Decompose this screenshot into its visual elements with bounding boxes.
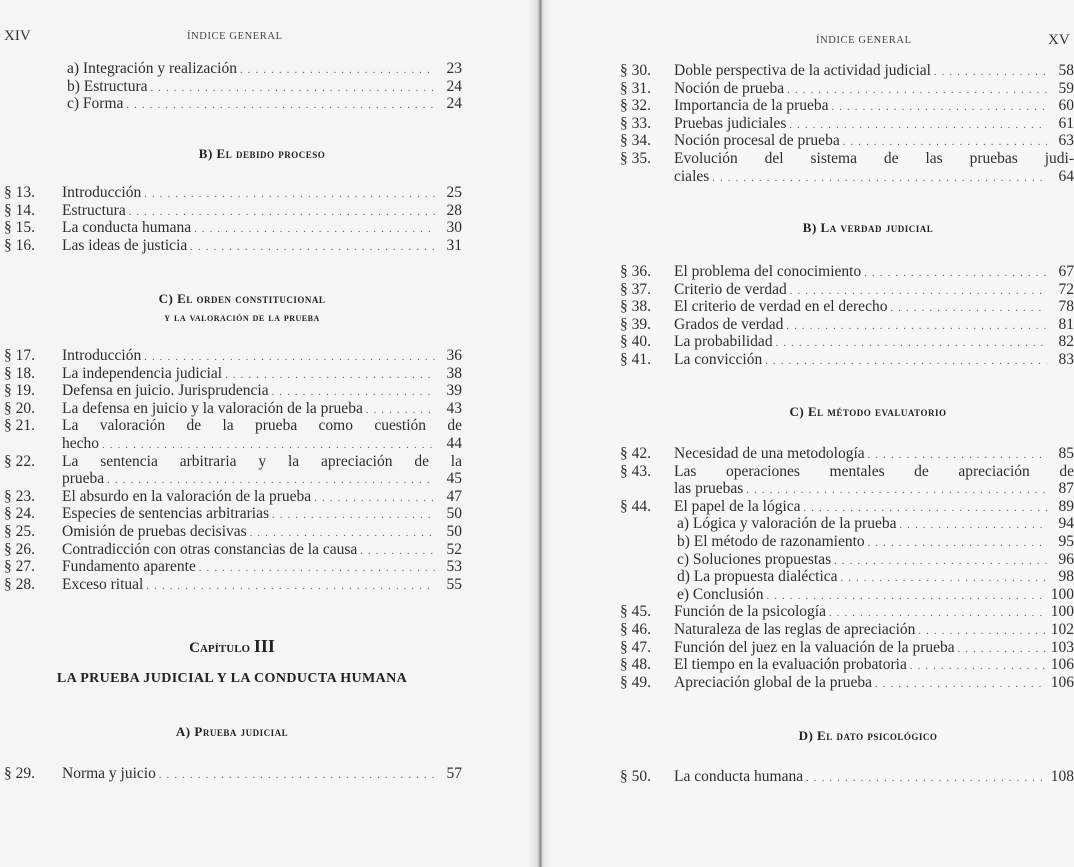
heading-text: La verdad judicial — [820, 220, 934, 235]
section-number: § 24. — [4, 505, 35, 523]
page-number: 94 — [1058, 515, 1074, 533]
page-number: 24 — [446, 77, 462, 95]
page-number: 59 — [1058, 79, 1074, 97]
leader-dots — [712, 170, 1047, 187]
section-number: § 39. — [620, 315, 651, 333]
toc-entry — [620, 603, 1074, 622]
page-number: 85 — [1058, 445, 1074, 462]
page-number: 28 — [446, 201, 462, 219]
page-folio: XV — [1048, 32, 1070, 48]
section-number: § 21. — [4, 417, 35, 435]
section-heading-c — [666, 404, 1070, 420]
entry-title: La conducta humana — [674, 768, 804, 785]
entry-title: Pruebas judiciales — [674, 114, 787, 132]
leader-dots — [366, 402, 435, 419]
leader-dots — [806, 770, 1047, 787]
page-number: 89 — [1058, 497, 1074, 515]
leader-dots — [875, 676, 1047, 693]
section-number: § 34. — [620, 132, 651, 150]
page-number: 83 — [1058, 351, 1074, 368]
section-number: § 29. — [4, 765, 35, 782]
page-number: 96 — [1058, 550, 1074, 568]
toc-entry — [67, 78, 462, 97]
entry-title: b) Estructura — [67, 77, 148, 95]
entry-title: Apreciación global de la prueba — [674, 673, 872, 691]
leader-dots — [159, 767, 435, 784]
section-number: § 27. — [4, 558, 35, 576]
section-number: § 32. — [620, 97, 651, 115]
heading-text: El debido proceso — [216, 146, 326, 161]
toc-entry — [4, 236, 462, 256]
leader-dots — [958, 641, 1047, 658]
toc-entry — [67, 95, 462, 114]
entry-title: El absurdo en la valoración de la prueba — [62, 487, 312, 505]
leader-dots — [194, 221, 435, 238]
leader-dots — [899, 517, 1047, 534]
leader-dots — [240, 62, 435, 79]
toc-entry — [674, 168, 1074, 187]
leader-dots — [868, 535, 1047, 552]
page-number: 100 — [1050, 603, 1074, 621]
section-number: § 38. — [620, 298, 651, 316]
page-number: 38 — [446, 364, 462, 382]
leader-dots — [250, 525, 435, 542]
entry-title: d) La propuesta dialéctica — [677, 568, 838, 586]
section-number: § 19. — [4, 382, 35, 400]
toc-entry — [4, 505, 462, 524]
section-number: § 22. — [4, 452, 35, 470]
entry-title: Fundamento aparente — [62, 558, 196, 576]
page-number: 44 — [446, 435, 462, 452]
toc-entry — [4, 382, 462, 401]
entry-title-line1: La sentencia arbitraria y la apreciación de la — [62, 452, 462, 470]
chapter-numeral: III — [253, 636, 275, 656]
toc-entry — [620, 656, 1074, 675]
section-number: § 25. — [4, 523, 35, 540]
toc-entry — [4, 523, 462, 542]
section-number: § 45. — [620, 603, 651, 621]
chapter-label — [30, 636, 434, 657]
leader-dots — [790, 283, 1047, 300]
leader-dots — [190, 239, 435, 256]
leader-dots — [804, 500, 1047, 517]
section-number: § 18. — [4, 364, 35, 382]
toc-entry — [4, 364, 462, 384]
leader-dots — [787, 82, 1047, 99]
section-heading-c-line2 — [40, 310, 444, 325]
leader-dots — [102, 437, 435, 454]
leader-dots — [934, 64, 1047, 81]
entry-title-line1: La valoración de la prueba como cuestión de — [62, 417, 462, 435]
entry-title: La convicción — [674, 351, 763, 368]
entry-title: La independencia judicial — [62, 364, 223, 382]
section-number: § 30. — [620, 62, 651, 79]
page-number: 45 — [446, 470, 462, 488]
toc-entry — [620, 768, 1074, 787]
leader-dots — [829, 605, 1047, 622]
section-number: § 26. — [4, 540, 35, 558]
page-number: 103 — [1050, 638, 1074, 656]
entry-title: e) Conclusión — [677, 585, 764, 603]
page-number: 53 — [446, 558, 462, 576]
page-number: 98 — [1058, 568, 1074, 586]
heading-letter: A) — [175, 724, 191, 739]
toc-entry — [620, 263, 1074, 282]
entry-title: Necesidad de una metodología — [674, 445, 865, 462]
entry-title: El criterio de verdad en el derecho — [674, 298, 888, 316]
leader-dots — [890, 300, 1047, 317]
toc-entry — [4, 219, 462, 238]
section-number: § 37. — [620, 280, 651, 298]
page-number: 57 — [446, 765, 462, 782]
entry-title-line1: Las operaciones mentales de apreciación de — [674, 462, 1074, 480]
leader-dots — [272, 384, 435, 401]
entry-title: c) Forma — [67, 95, 124, 113]
entry-title: Las ideas de justicia — [62, 236, 188, 254]
leader-dots — [786, 318, 1047, 335]
leader-dots — [789, 117, 1047, 134]
page-number: 82 — [1058, 333, 1074, 351]
right-page — [540, 0, 1074, 867]
toc-entry — [677, 586, 1074, 605]
entry-title: Introducción — [62, 347, 142, 364]
leader-dots — [225, 367, 435, 384]
heading-letter: B) — [198, 146, 213, 161]
leader-dots — [765, 353, 1047, 370]
entry-title: La probabilidad — [674, 333, 773, 351]
section-number: § 17. — [4, 347, 35, 364]
chapter-word: Capítulo — [189, 640, 251, 656]
entry-title: Contradicción con otras constancias de la causa — [62, 540, 358, 558]
running-head: ÍNDICE GENERAL — [816, 35, 912, 46]
heading-letter: C) — [789, 404, 805, 419]
entry-title: Criterio de verdad — [674, 280, 787, 298]
section-number: § 15. — [4, 219, 35, 237]
entry-title: Defensa en juicio. Jurisprudencia — [62, 382, 269, 400]
leader-dots — [843, 134, 1047, 151]
entry-title-line1: Evolución del sistema de las pruebas judi- — [674, 150, 1074, 167]
leader-dots — [832, 99, 1048, 116]
entry-title: Introducción — [62, 184, 142, 201]
toc-entry — [620, 497, 1074, 517]
toc-entry — [620, 315, 1074, 335]
entry-title: Especies de sentencias arbitrarias — [62, 505, 270, 523]
page-number: 43 — [446, 399, 462, 417]
toc-entry — [4, 487, 462, 507]
page-number: 72 — [1058, 280, 1074, 298]
page-number: 24 — [446, 95, 462, 113]
leader-dots — [834, 553, 1047, 570]
page-number: 108 — [1050, 768, 1074, 785]
toc-entry — [67, 60, 462, 79]
section-heading-b — [60, 146, 464, 162]
leader-dots — [150, 80, 435, 97]
toc-entry — [620, 445, 1074, 464]
toc-entry — [620, 114, 1074, 134]
toc-entry — [620, 62, 1074, 81]
section-number: § 44. — [620, 497, 651, 515]
section-number: § 43. — [620, 462, 651, 480]
page-number: 58 — [1058, 62, 1074, 79]
section-number: § 31. — [620, 79, 651, 97]
page-number: 50 — [446, 523, 462, 540]
leader-dots — [129, 204, 435, 221]
toc-entry — [4, 201, 462, 221]
page-number: 95 — [1058, 533, 1074, 550]
page-number: 60 — [1058, 97, 1074, 115]
toc-entry — [620, 97, 1074, 116]
entry-title: El tiempo en la evaluación probatoria — [674, 656, 907, 674]
toc-entry — [4, 399, 462, 419]
entry-title: Importancia de la prueba — [674, 97, 829, 115]
book-gutter — [528, 0, 552, 867]
section-number: § 16. — [4, 236, 35, 254]
toc-entry — [4, 184, 462, 203]
leader-dots — [107, 472, 435, 489]
section-number: § 40. — [620, 333, 651, 351]
entry-title: ciales — [674, 167, 710, 185]
page-number: 63 — [1058, 132, 1074, 150]
entry-title: El papel de la lógica — [674, 497, 801, 515]
heading-text: El orden constitucional — [177, 291, 326, 306]
page-number: 87 — [1058, 480, 1074, 498]
entry-title: Omisión de pruebas decisivas — [62, 523, 247, 540]
page-number: 100 — [1050, 585, 1074, 603]
leader-dots — [314, 490, 435, 507]
toc-entry — [620, 333, 1074, 352]
page-number: 30 — [446, 219, 462, 237]
page-number: 55 — [446, 575, 462, 593]
section-number: § 36. — [620, 263, 651, 280]
page-number: 23 — [446, 60, 462, 77]
section-number: § 50. — [620, 768, 651, 785]
entry-title: El problema del conocimiento — [674, 263, 862, 280]
leader-dots — [146, 578, 435, 595]
toc-entry — [620, 638, 1074, 658]
toc-entry — [677, 515, 1074, 534]
entry-title: hecho — [62, 435, 100, 452]
entry-title: Naturaleza de las reglas de apreciación — [674, 621, 916, 638]
entry-title: Grados de verdad — [674, 315, 784, 333]
leader-dots — [144, 349, 435, 366]
leader-dots — [272, 507, 435, 524]
leader-dots — [767, 588, 1047, 605]
heading-text: El método evaluatorio — [807, 404, 947, 419]
toc-entry — [620, 621, 1074, 640]
section-number: § 42. — [620, 445, 651, 462]
section-number: § 28. — [4, 575, 35, 593]
page-number: 64 — [1058, 167, 1074, 185]
toc-entry — [677, 533, 1074, 552]
section-number: § 23. — [4, 487, 35, 505]
entry-title: c) Soluciones propuestas — [677, 550, 832, 568]
section-heading-c — [40, 291, 444, 307]
toc-entry — [4, 540, 462, 560]
page-number: 25 — [446, 184, 462, 201]
section-heading-b — [666, 220, 1070, 236]
section-number: § 46. — [620, 621, 651, 638]
toc-entry — [4, 347, 462, 366]
section-number: § 13. — [4, 184, 35, 201]
entry-title: b) El método de razonamiento — [677, 533, 865, 550]
entry-title: Norma y juicio — [62, 765, 156, 782]
leader-dots — [868, 447, 1047, 464]
toc-entry — [4, 575, 462, 595]
entry-title: Función de la psicología — [674, 603, 826, 621]
running-head: ÍNDICE GENERAL — [187, 31, 283, 42]
entry-title: Doble perspectiva de la actividad judicial — [674, 62, 931, 79]
section-number: § 20. — [4, 399, 35, 417]
entry-title: a) Integración y realización — [67, 60, 237, 77]
toc-entry — [62, 435, 462, 454]
entry-title: La defensa en juicio y la valoración de la prueba — [62, 399, 363, 417]
page-number: 78 — [1058, 298, 1074, 316]
toc-entry — [677, 551, 1074, 570]
toc-entry — [620, 280, 1074, 300]
section-heading-d — [666, 728, 1070, 744]
section-number: § 47. — [620, 638, 651, 656]
section-number: § 35. — [620, 150, 651, 167]
toc-entry — [620, 79, 1074, 99]
toc-entry — [620, 298, 1074, 317]
entry-title: Estructura — [62, 201, 126, 219]
leader-dots — [910, 658, 1047, 675]
section-number: § 49. — [620, 673, 651, 691]
page-number: 81 — [1058, 315, 1074, 333]
leader-dots — [918, 623, 1047, 640]
section-number: § 48. — [620, 656, 651, 674]
heading-letter: C) — [158, 291, 174, 306]
toc-entry — [4, 558, 462, 577]
page-number: 47 — [446, 487, 462, 505]
toc-entry — [674, 480, 1074, 499]
heading-text: Prueba judicial — [194, 724, 289, 739]
entry-title: La conducta humana — [62, 219, 192, 237]
entry-title: a) Lógica y valoración de la prueba — [677, 515, 897, 533]
chapter-title: LA PRUEBA JUDICIAL Y LA CONDUCTA HUMANA — [56, 671, 408, 686]
page-number: 52 — [446, 540, 462, 558]
entry-title: prueba — [62, 470, 105, 488]
leader-dots — [360, 543, 435, 560]
page-number: 36 — [446, 347, 462, 364]
entry-title: Función del juez en la valuación de la prueba — [674, 638, 955, 656]
page-number: 106 — [1050, 673, 1074, 691]
toc-entry — [620, 673, 1074, 693]
entry-title: Exceso ritual — [62, 575, 144, 593]
page-number: 102 — [1050, 621, 1074, 638]
toc-entry — [62, 470, 462, 489]
page-number: 61 — [1058, 114, 1074, 132]
leader-dots — [776, 335, 1047, 352]
toc-entry — [677, 568, 1074, 587]
heading-text: y la valoración de la prueba — [164, 310, 320, 324]
heading-letter: B) — [802, 220, 817, 235]
leader-dots — [126, 97, 435, 114]
page-number: 106 — [1050, 656, 1074, 674]
entry-title: Noción procesal de prueba — [674, 132, 840, 150]
toc-entry — [4, 765, 462, 784]
page-number: 50 — [446, 505, 462, 523]
entry-title: Noción de prueba — [674, 79, 785, 97]
leader-dots — [841, 570, 1047, 587]
leader-dots — [144, 186, 435, 203]
toc-entry — [620, 132, 1074, 151]
leader-dots — [864, 265, 1047, 282]
heading-text: El dato psicológico — [817, 728, 938, 743]
heading-letter: D) — [798, 728, 814, 743]
entry-title: las pruebas — [674, 480, 744, 498]
page-folio: XIV — [4, 28, 31, 44]
section-heading-a — [30, 724, 434, 740]
page-number: 39 — [446, 382, 462, 400]
page-number: 67 — [1058, 263, 1074, 280]
toc-entry — [620, 351, 1074, 370]
section-number: § 41. — [620, 351, 651, 368]
section-number: § 14. — [4, 201, 35, 219]
page-number: 31 — [446, 236, 462, 254]
leader-dots — [199, 560, 435, 577]
section-number: § 33. — [620, 114, 651, 132]
leader-dots — [746, 482, 1047, 499]
